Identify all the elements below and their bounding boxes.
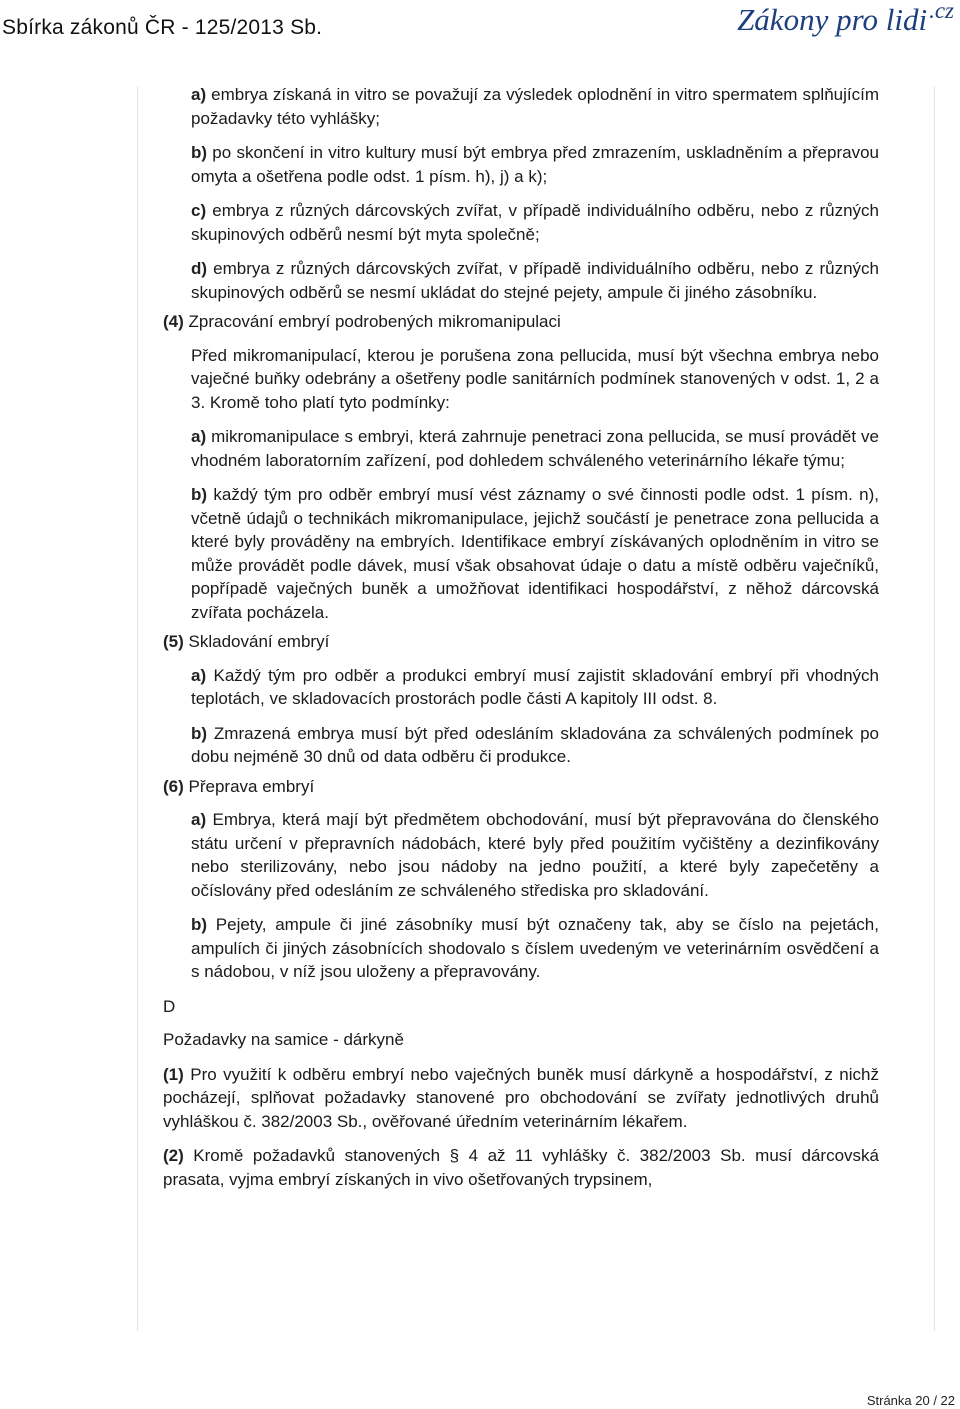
part-d-letter: D (163, 996, 176, 1016)
paragraph-a-transport: a) Embrya, která mají být předmětem obchodování, musí být přepravována do členského státu určení v přepravních nádobách, které byly před použitím vyčištěny a dezinfikovány nebo sterilizovány, nebo jsou nádoby na jedno použití, a které byly zapečetěny a očíslovány před odesláním ze schváleného střediska pro skladování. (191, 810, 879, 900)
paragraph-micromanipulation-intro: Před mikromanipulací, kterou je porušena zona pellucida, musí být všechna embrya nebo vaječné buňky odebrány a ošetřeny podle sanitárních podmínek stanovených v odst. 1, 2 a 3. Kromě toho platí tyto podmínky: (191, 345, 879, 412)
part-d-title: Požadavky na samice - dárkyně (163, 1030, 404, 1049)
brand-logo[interactable] (737, 2, 954, 38)
paragraph-b-records: b) každý tým pro odběr embryí musí vést záznamy o své činnosti podle odst. 1 písm. n), včetně údajů o technikách mikromanipulace, jejichž součástí je penetrace zona pellucida a které byly prováděny na embryích. Identifikace embryí získávaných oplodněním in vitro se může provádět podle dávek, musí však obsahovat údaje o datu a místě odběru vaječníků, popřípadě vaječných buněk a umožňovat identifikaci hospodářství, z něhož dárcovská zvířata pocházela. (191, 485, 879, 622)
section-4-heading: (4) Zpracování embryí podrobených mikromanipulaci (163, 312, 561, 331)
paragraph-b-frozen-storage: b) Zmrazená embrya musí být před odesláním skladována za schválených podmínek po dobu nejméně 30 dnů od data odběru či produkce. (191, 723, 879, 766)
paragraph-1-donor-requirements: (1) Pro využití k odběru embryí nebo vaječných buněk musí dárkyně a hospodářství, z nichž pocházejí, splňovat požadavky stanovené pro obchodování se zvířaty jednotlivých druhů vyhláškou č. 382/2003 Sb., ověřované úředním veterinárním lékařem. (163, 1064, 879, 1131)
section-5-heading: (5) Skladování embryí (163, 632, 330, 651)
brand-name: Zákony pro lidi (737, 2, 928, 37)
paragraph-2-donor-pigs: (2) Kromě požadavků stanovených § 4 až 11 vyhlášky č. 382/2003 Sb. musí dárcovská prasata, vyjma embryí získaných in vivo ošetřovaných trypsinem, (163, 1146, 879, 1189)
page-number: Stránka 20 / 22 (866, 1393, 955, 1408)
document-title: Sbírka zákonů ČR - 125/2013 Sb. (2, 16, 323, 39)
page-header (0, 0, 960, 46)
paragraph-c-separate-washing: c) embrya z různých dárcovských zvířat, v případě individuálního odběru, nebo z různých skupinových odběrů nesmí být myta společně; (191, 201, 879, 244)
paragraph-a-storage: a) Každý tým pro odběr a produkci embryí musí zajistit skladování embryí při vhodných teplotách, ve skladovacích prostorách podle části A kapitoly III odst. 8. (191, 665, 879, 708)
brand-tld: .cz (929, 0, 954, 23)
paragraph-d-separate-storage: d) embrya z různých dárcovských zvířat, v případě individuálního odběru, nebo z různých skupinových odběrů se nesmí ukládat do stejné pejety, ampule či jiného zásobníku. (191, 259, 879, 302)
paragraph-a-micromanipulation: a) mikromanipulace s embryi, která zahrnuje penetraci zona pellucida, se musí provádět ve vhodném laboratorním zařízení, pod dohledem schváleného veterinárního lékaře týmu; (191, 427, 879, 470)
document-body (163, 83, 879, 1191)
paragraph-a-embryos-in-vitro: a) embrya získaná in vitro se považují za výsledek oplodnění in vitro spermatem splňujícím požadavky této vyhlášky; (191, 85, 879, 128)
paragraph-b-washing: b) po skončení in vitro kultury musí být embrya před zmrazením, uskladněním a přepravou omyta a ošetřena podle odst. 1 písm. h), j) a k); (191, 143, 879, 186)
section-6-heading: (6) Přeprava embryí (163, 776, 315, 796)
paragraph-b-containers: b) Pejety, ampule či jiné zásobníky musí být označeny tak, aby se číslo na pejetách, ampulích či jiných zásobnících shodovalo s číslem uvedeným ve veterinárním osvědčení a s nádobou, v níž jsou uloženy a přepravovány. (191, 915, 879, 981)
